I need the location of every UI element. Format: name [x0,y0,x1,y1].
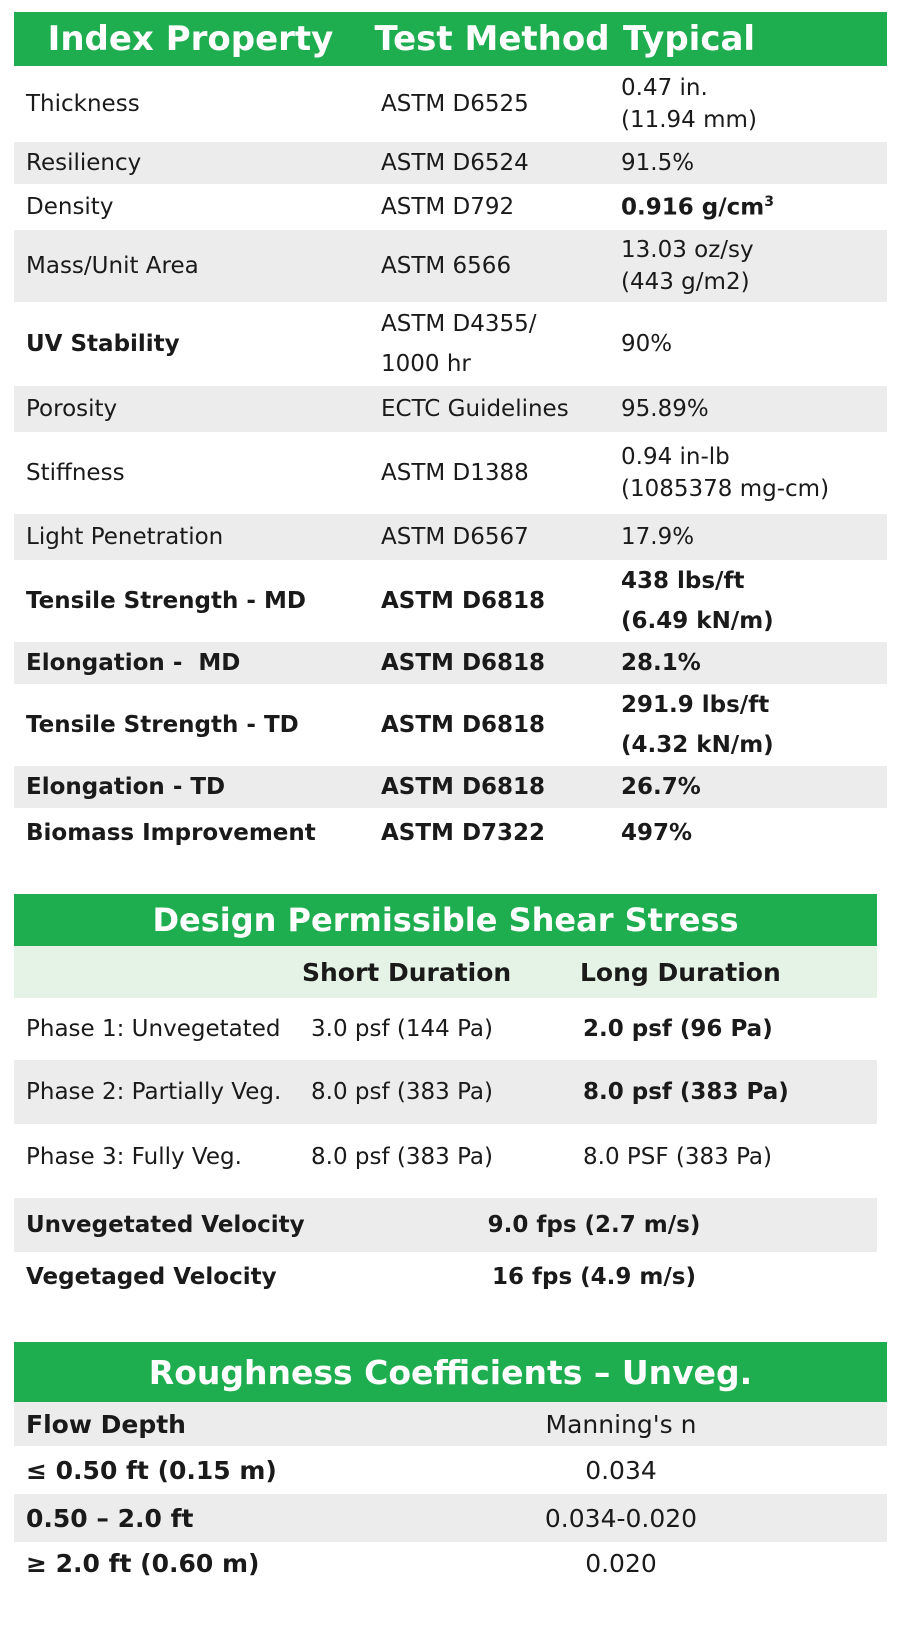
table-row [14,230,887,302]
property-cell: Density [26,194,114,220]
typical-cell [621,194,774,221]
short-duration-cell: 3.0 psf (144 Pa) [311,1016,493,1042]
table-row [14,514,887,560]
typical-value: 291.9 lbs/ft [621,692,770,718]
long-duration-cell: 8.0 psf (383 Pa) [583,1079,789,1105]
method-cell: ASTM D6524 [381,150,529,176]
velocity-label: Vegetaged Velocity [26,1264,277,1290]
phase-cell: Phase 2: Partially Veg. [26,1079,282,1105]
mannings-n-cell: 0.020 [585,1548,657,1578]
mannings-n-cell: 0.034-0.020 [544,1503,698,1533]
method-cell: ASTM D6818 [381,588,546,614]
property-cell: Biomass Improvement [26,820,316,846]
velocity-row [14,1252,877,1302]
method-cell: ASTM D6818 [381,774,546,800]
method-value-line2: 1000 hr [381,351,471,377]
long-duration-cell: 8.0 PSF (383 Pa) [583,1144,772,1170]
typical-cell [621,234,754,298]
method-cell: ASTM D6818 [381,650,546,676]
typical-value-metric: (443 g/m2) [621,269,750,295]
typical-cell [621,685,774,765]
short-duration-cell: 8.0 psf (383 Pa) [311,1079,493,1105]
method-cell: ASTM D7322 [381,820,546,846]
property-cell: Stiffness [26,460,125,486]
velocity-value: 16 fps (4.9 m/s) [491,1264,696,1290]
typical-cell: 17.9% [621,524,695,550]
property-cell: UV Stability [26,331,180,357]
table-row [14,560,887,642]
spec-sheet [14,12,887,1584]
table-row [14,1060,877,1124]
table-row [14,1494,887,1542]
flow-depth-cell: ≥ 2.0 ft (0.60 m) [26,1548,260,1578]
header-index-property: Index Property [47,19,334,59]
flow-depth-cell: 0.50 – 2.0 ft [26,1503,194,1533]
table-row [14,998,877,1060]
flow-depth-cell: ≤ 0.50 ft (0.15 m) [26,1455,277,1485]
typical-value: 13.03 oz/sy [621,237,754,263]
typical-value: 0.94 in-lb [621,444,730,470]
phase-cell: Phase 3: Fully Veg. [26,1144,242,1170]
typical-value-metric: (11.94 mm) [621,107,757,133]
table-row [14,184,887,230]
index-table-header [14,12,887,66]
table-row [14,808,887,858]
property-cell: Tensile Strength - TD [26,712,299,738]
col-mannings-n: Manning's n [545,1409,697,1439]
typical-cell [621,72,757,136]
header-test-method: Test Method [374,19,610,59]
typical-cell: 91.5% [621,150,695,176]
method-value: ASTM D4355/ [381,311,537,337]
property-cell: Thickness [26,91,140,117]
property-cell: Resiliency [26,150,142,176]
velocity-row [14,1198,877,1252]
typical-cell: 95.89% [621,396,709,422]
typical-value-metric: (4.32 kN/m) [621,732,774,758]
col-long-duration: Long Duration [580,957,781,987]
table-row [14,66,887,142]
short-duration-cell: 8.0 psf (383 Pa) [311,1144,493,1170]
typical-cell: 90% [621,331,673,357]
typical-cell: 28.1% [621,650,701,676]
typical-cell [621,441,829,505]
long-duration-cell: 2.0 psf (96 Pa) [583,1016,773,1042]
property-cell: Elongation - TD [26,774,226,800]
typical-value-metric: (1085378 mg-cm) [621,476,830,502]
property-cell: Tensile Strength - MD [26,588,306,614]
property-cell: Mass/Unit Area [26,253,199,279]
shear-table-header [14,894,877,946]
typical-cell [621,561,774,641]
typical-cell: 26.7% [621,774,701,800]
mannings-n-cell: 0.034 [585,1455,657,1485]
table-row [14,142,887,184]
shear-subheader [14,946,877,998]
roughness-subheader [14,1402,887,1446]
method-cell: ASTM D792 [381,194,515,220]
velocity-value: 9.0 fps (2.7 m/s) [487,1212,701,1238]
table-row [14,386,887,432]
table-row [14,432,887,514]
typical-value: 0.916 g/cm [621,194,765,221]
typical-cell: 497% [621,820,693,846]
roughness-table-title: Roughness Coefficients – Unveg. [148,1352,753,1392]
method-cell [381,304,621,384]
table-row [14,1542,887,1584]
phase-cell: Phase 1: Unvegetated [26,1016,281,1042]
method-cell: ASTM D6567 [381,524,529,550]
table-row [14,684,887,766]
method-cell: ASTM D6818 [381,712,546,738]
table-row [14,1446,887,1494]
col-flow-depth: Flow Depth [26,1409,186,1439]
typical-value-metric: (6.49 kN/m) [621,608,774,634]
typical-value: 438 lbs/ft [621,568,745,594]
method-cell: ASTM D1388 [381,460,529,486]
superscript: 3 [764,193,774,210]
velocity-label: Unvegetated Velocity [26,1212,305,1238]
property-cell: Elongation - MD [26,650,241,676]
property-cell: Light Penetration [26,524,224,550]
table-row [14,766,887,808]
roughness-table-header [14,1342,887,1402]
table-row [14,302,887,386]
typical-value: 0.47 in. [621,75,708,101]
table-row [14,642,887,684]
method-cell: ASTM D6525 [381,91,529,117]
property-cell: Porosity [26,396,118,422]
header-typical: Typical [623,19,756,59]
col-short-duration: Short Duration [302,957,512,987]
method-cell: ASTM 6566 [381,253,512,279]
method-cell: ECTC Guidelines [381,396,569,422]
table-row [14,1124,877,1190]
shear-table-title: Design Permissible Shear Stress [152,901,739,939]
